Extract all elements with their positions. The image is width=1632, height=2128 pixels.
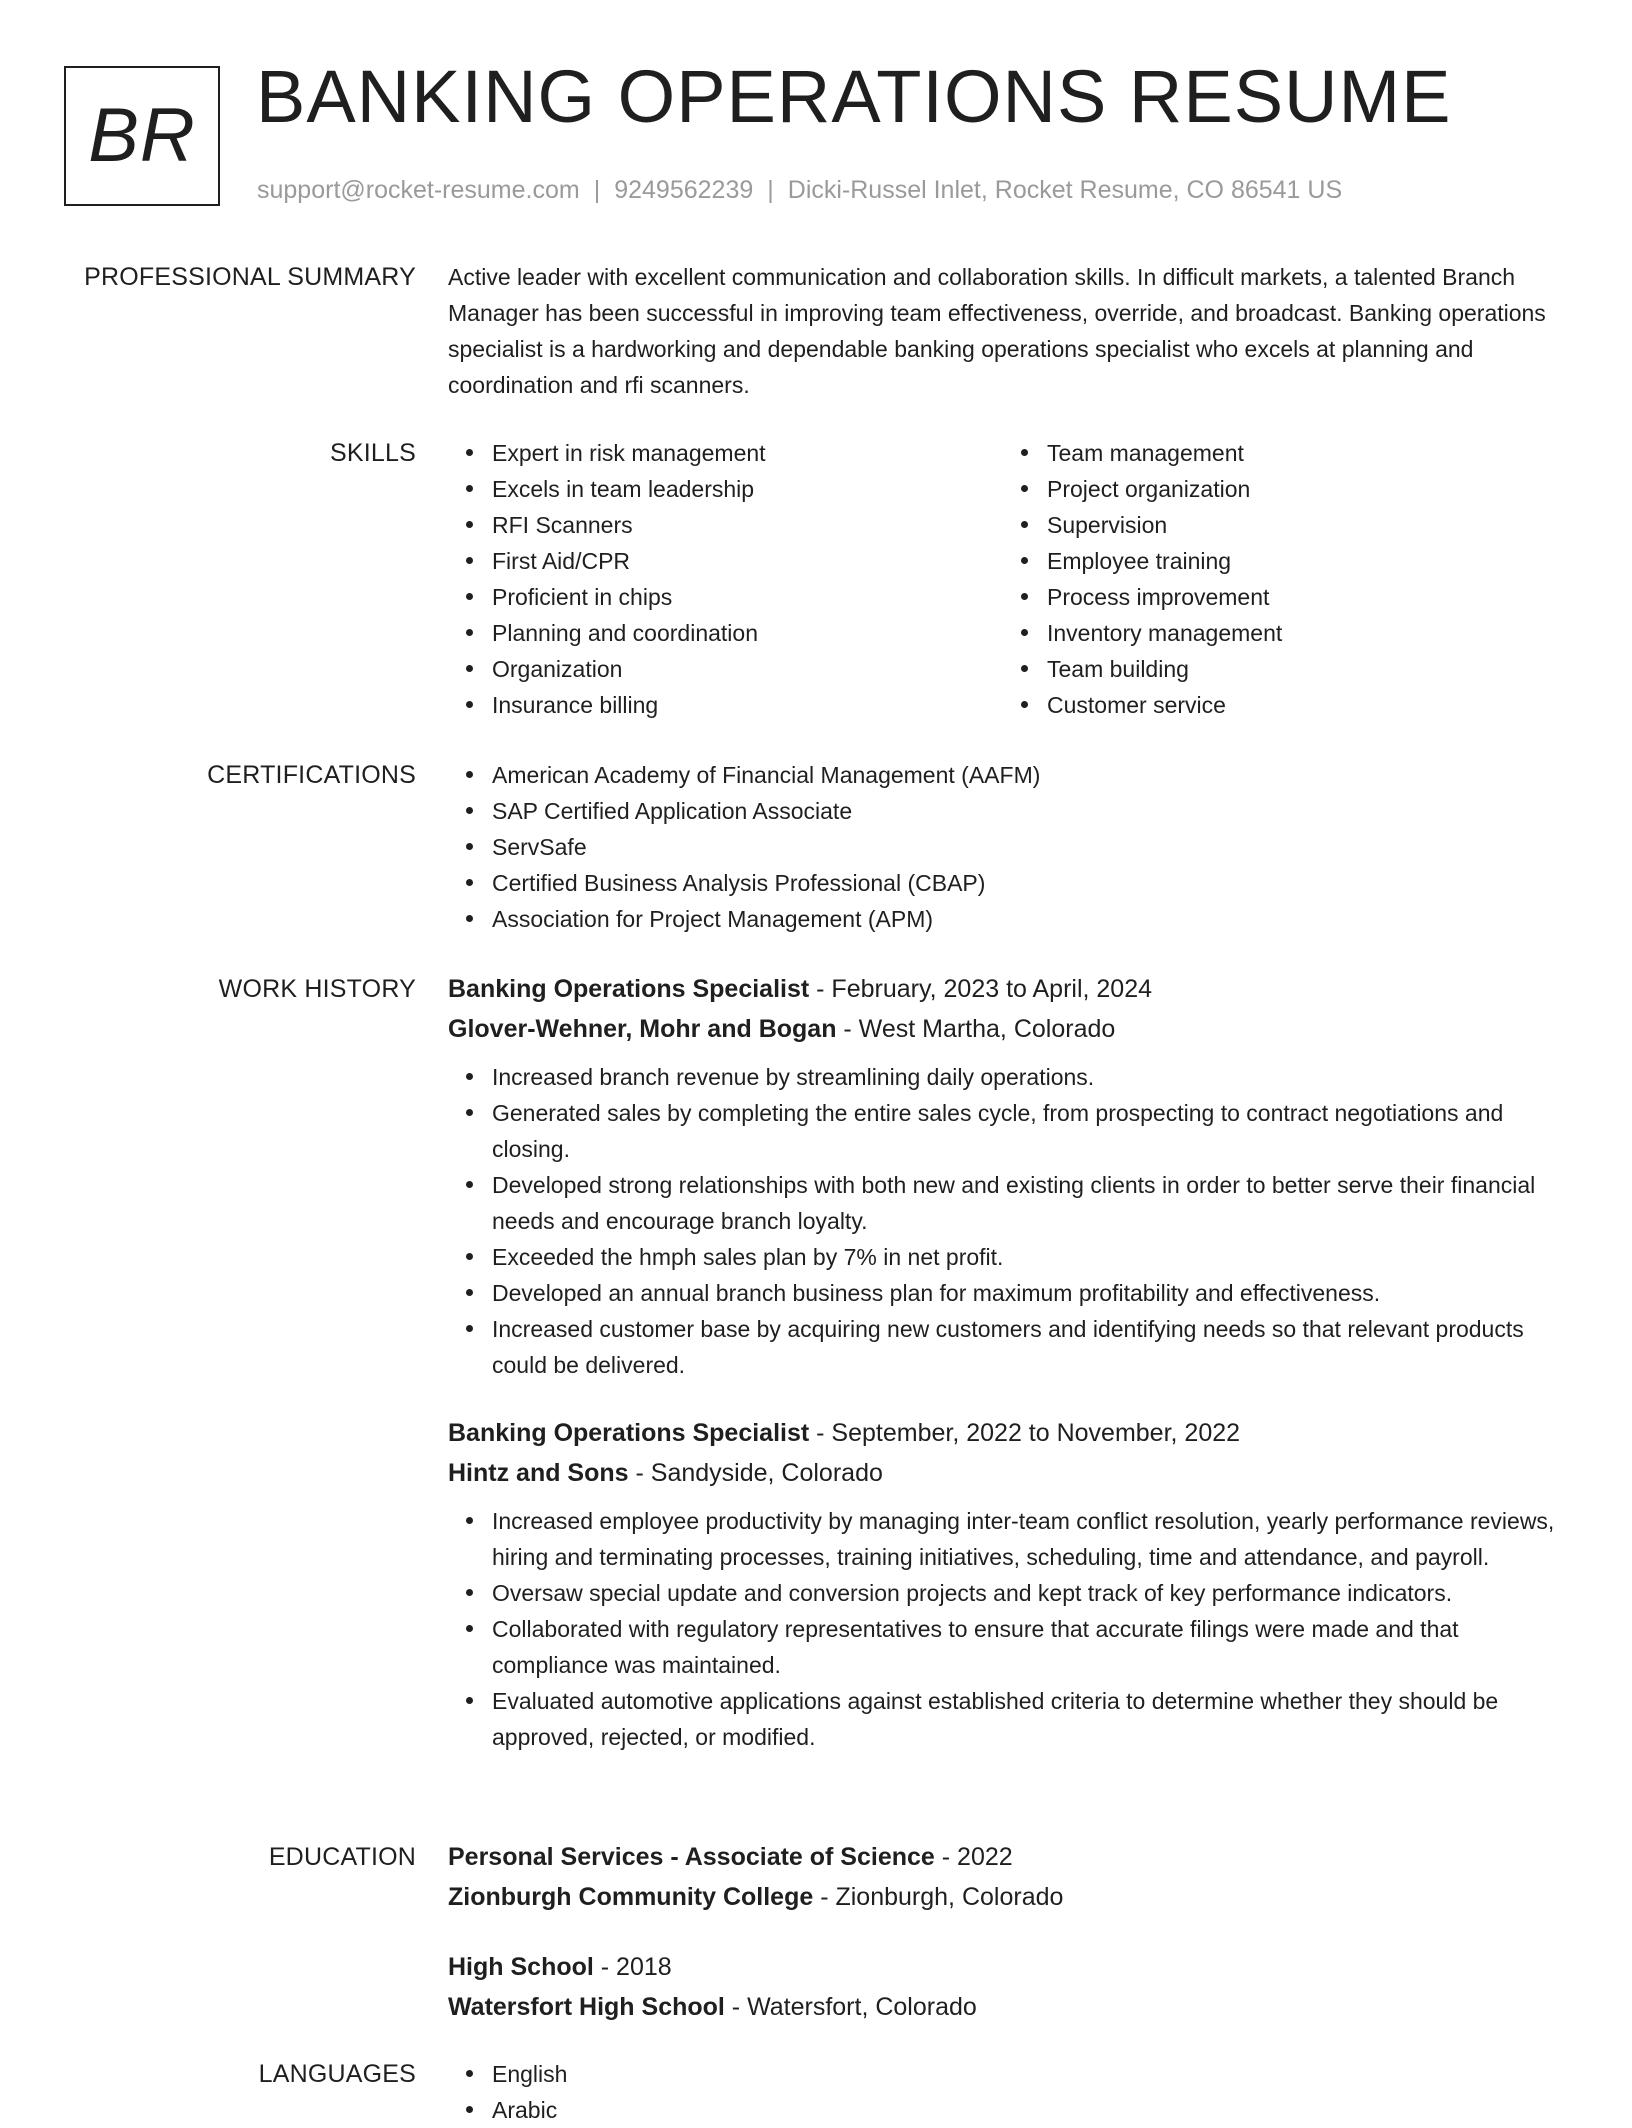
job-dates: - February, 2023 to April, 2024 — [809, 975, 1153, 1003]
work-history-body — [448, 969, 1558, 1755]
job-title: Banking Operations Specialist — [448, 1419, 810, 1447]
job-bullets — [448, 1059, 1558, 1383]
contact-email[interactable]: support@rocket-resume.com — [257, 176, 580, 204]
section-label-skills: SKILLS — [330, 439, 416, 467]
list-item: Developed strong relationships with both new and existing clients in order to better serve their financial needs and encourage branch loyalty. — [492, 1167, 1558, 1239]
certifications-body — [448, 757, 1558, 937]
education-degree-line — [448, 1837, 1558, 1877]
list-item: Supervision — [1047, 507, 1558, 543]
job-company-line — [448, 1453, 1558, 1493]
job-company: Glover-Wehner, Mohr and Bogan — [448, 1015, 837, 1043]
list-item: Generated sales by completing the entire sales cycle, from prospecting to contract negotiations and closing. — [492, 1095, 1558, 1167]
contact-phone[interactable]: 9249562239 — [614, 176, 754, 204]
education-degree: High School — [448, 1953, 594, 1981]
list-item: Oversaw special update and conversion projects and kept track of key performance indicators. — [492, 1575, 1558, 1611]
education-entry — [448, 1837, 1558, 1917]
list-item: English — [492, 2056, 1558, 2092]
monogram-initials: BR — [88, 93, 196, 178]
languages-list — [448, 2056, 1558, 2128]
education-degree: Personal Services - Associate of Science — [448, 1843, 935, 1871]
contact-line — [257, 176, 1342, 205]
list-item: Inventory management — [1047, 615, 1558, 651]
job-location: - Sandyside, Colorado — [628, 1459, 883, 1487]
list-item: Customer service — [1047, 687, 1558, 723]
section-label-summary: PROFESSIONAL SUMMARY — [84, 263, 416, 291]
list-item: Proficient in chips — [492, 579, 1003, 615]
languages-body — [448, 2056, 1558, 2128]
list-item: Exceeded the hmph sales plan by 7% in net profit. — [492, 1239, 1558, 1275]
job-title-line — [448, 969, 1558, 1009]
section-label-languages: LANGUAGES — [258, 2060, 416, 2088]
skills-list-right — [1003, 435, 1558, 723]
contact-separator: | — [593, 176, 601, 204]
job-bullets — [448, 1503, 1558, 1755]
education-year: - 2022 — [934, 1843, 1013, 1871]
section-label-certifications: CERTIFICATIONS — [207, 761, 416, 789]
list-item: Organization — [492, 651, 1003, 687]
list-item: Process improvement — [1047, 579, 1558, 615]
list-item: Evaluated automotive applications against established criteria to determine whether they should be approved, rejected, or modified. — [492, 1683, 1558, 1755]
list-item: ServSafe — [492, 829, 1558, 865]
list-item: Certified Business Analysis Professional (CBAP) — [492, 865, 1558, 901]
list-item: Increased branch revenue by streamlining daily operations. — [492, 1059, 1558, 1095]
education-location: - Zionburgh, Colorado — [813, 1883, 1064, 1911]
list-item: Association for Project Management (APM) — [492, 901, 1558, 937]
list-item: Insurance billing — [492, 687, 1003, 723]
education-year: - 2018 — [593, 1953, 672, 1981]
monogram-box — [64, 66, 220, 206]
education-school-line — [448, 1877, 1558, 1917]
job-title-line — [448, 1413, 1558, 1453]
list-item: American Academy of Financial Management (AAFM) — [492, 757, 1558, 793]
education-body — [448, 1837, 1558, 2027]
education-school: Zionburgh Community College — [448, 1883, 814, 1911]
list-item: SAP Certified Application Associate — [492, 793, 1558, 829]
contact-address: Dicki-Russel Inlet, Rocket Resume, CO 86541 US — [787, 176, 1343, 204]
job-title: Banking Operations Specialist — [448, 975, 810, 1003]
education-location: - Watersfort, Colorado — [724, 1993, 977, 2021]
list-item: Developed an annual branch business plan for maximum profitability and effectiveness. — [492, 1275, 1558, 1311]
education-degree-line — [448, 1947, 1558, 1987]
section-label-work-history: WORK HISTORY — [218, 975, 416, 1003]
section-label-education: EDUCATION — [268, 1843, 416, 1871]
list-item: Increased employee productivity by managing inter-team conflict resolution, yearly performance reviews, hiring and terminating processes, training initiatives, scheduling, time and attendance, and payroll. — [492, 1503, 1558, 1575]
skills-list-left — [448, 435, 1003, 723]
skills-body — [448, 435, 1558, 723]
education-school-line — [448, 1987, 1558, 2027]
list-item: RFI Scanners — [492, 507, 1003, 543]
list-item: First Aid/CPR — [492, 543, 1003, 579]
list-item: Employee training — [1047, 543, 1558, 579]
education-school: Watersfort High School — [448, 1993, 725, 2021]
list-item: Team management — [1047, 435, 1558, 471]
job-entry — [448, 969, 1558, 1383]
list-item: Planning and coordination — [492, 615, 1003, 651]
resume-title: BANKING OPERATIONS RESUME — [256, 55, 1452, 138]
list-item: Collaborated with regulatory representatives to ensure that accurate filings were made and that compliance was maintained. — [492, 1611, 1558, 1683]
list-item: Arabic — [492, 2092, 1558, 2128]
job-company: Hintz and Sons — [448, 1459, 629, 1487]
list-item: Excels in team leadership — [492, 471, 1003, 507]
list-item: Team building — [1047, 651, 1558, 687]
certifications-list — [448, 757, 1558, 937]
education-entry — [448, 1947, 1558, 2027]
job-company-line — [448, 1009, 1558, 1049]
summary-body — [448, 259, 1558, 403]
summary-text: Active leader with excellent communication and collaboration skills. In difficult markets, a talented Branch Manager has been successful in improving team effectiveness, override, and broadcast. Banking operations specialist is a hardworking and dependable banking operations specialist who excels at planning and coordination and rfi scanners. — [448, 264, 1546, 398]
list-item: Expert in risk management — [492, 435, 1003, 471]
job-dates: - September, 2022 to November, 2022 — [809, 1419, 1241, 1447]
job-location: - West Martha, Colorado — [836, 1015, 1116, 1043]
contact-separator: | — [767, 176, 774, 204]
job-entry — [448, 1413, 1558, 1755]
list-item: Increased customer base by acquiring new customers and identifying needs so that relevant products could be delivered. — [492, 1311, 1558, 1383]
list-item: Project organization — [1047, 471, 1558, 507]
